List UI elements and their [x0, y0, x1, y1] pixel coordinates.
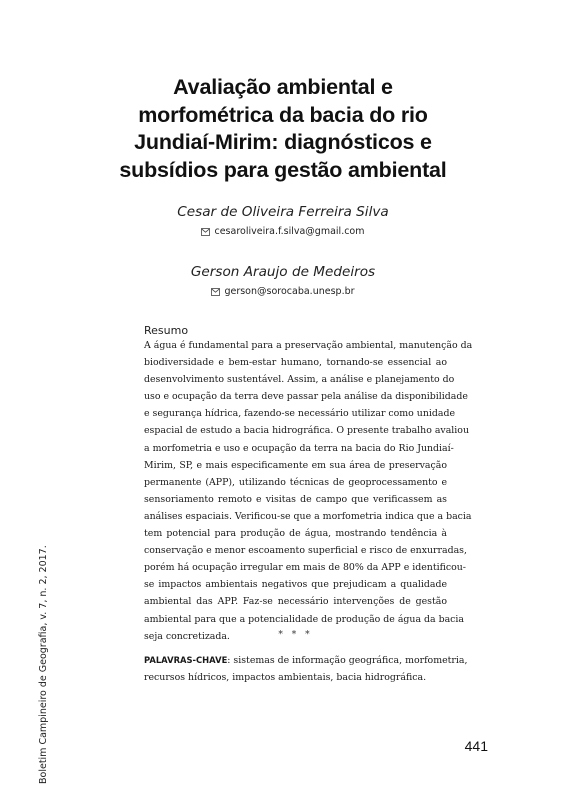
author-email-row — [100, 286, 466, 297]
title-line: Avaliação ambiental e — [173, 75, 393, 99]
abstract-line: seja concretizada. — [144, 630, 230, 642]
title-line: morfométrica da bacia do rio — [138, 102, 428, 127]
title-line: Jundiaí-Mirim: diagnósticos e — [134, 130, 432, 154]
abstract-line: se impactos ambientais negativos que prejudicam a qualidade — [144, 579, 447, 591]
title-line: subsídios para gestão ambiental — [119, 157, 447, 182]
abstract-body — [144, 337, 473, 645]
abstract-line: porém há ocupação irregular em mais de 80% da APP e identificou- — [144, 562, 466, 574]
abstract-heading: Resumo — [144, 324, 189, 337]
abstract-line: e segurança hídrica, fazendo-se necessário utilizar como unidade — [144, 408, 456, 420]
author-name: Cesar de Oliveira Ferreira Silva — [177, 204, 389, 220]
author-email[interactable]: cesaroliveira.f.silva@gmail.com — [214, 226, 365, 237]
abstract-line: análises espaciais. Verificou-se que a morfometria indica que a bacia — [144, 510, 472, 522]
abstract-line: Mirim, SP, e mais especificamente em sua área de preservação — [144, 459, 447, 471]
abstract-line: tem potencial para produção de água, mostrando tendência à — [144, 528, 447, 540]
author-name: Gerson Araujo de Medeiros — [190, 264, 376, 280]
keywords-line — [144, 652, 468, 669]
abstract-line: permanente (APP), utilizando técnicas de geoprocessamento e — [144, 476, 447, 488]
abstract-line: ambiental das APP. Faz-se necessário intervenções de gestão — [144, 596, 447, 608]
abstract-line: desenvolvimento sustentável. Assim, a análise e planejamento do — [144, 374, 455, 386]
abstract-line: biodiversidade e bem-estar humano, tornando-se essencial ao — [144, 357, 447, 369]
author-email-row — [100, 226, 466, 237]
abstract-line: espacial de estudo a bacia hidrográfica. O presente trabalho avaliou — [144, 425, 469, 437]
envelope-icon — [201, 228, 210, 236]
keywords-label: PALAVRAS-CHAVE — [144, 655, 228, 665]
abstract-line: a morfometria e uso e ocupação da terra na bacia do Rio Jundiaí- — [144, 442, 454, 454]
journal-running-head: Boletim Campineiro de Geografia, v. 7, n. 2, 2017. — [38, 545, 49, 784]
abstract-line: conservação e menor escoamento superficial e risco de enxurradas, — [144, 545, 467, 557]
keywords-block — [144, 652, 468, 686]
keywords-line: recursos hídricos, impactos ambientais, bacia hidrográfica. — [144, 672, 427, 683]
abstract-line: uso e ocupação da terra deve passar pela análise da disponibilidade — [144, 391, 468, 403]
abstract-line: sensoriamento remoto e visitas de campo que verificassem as — [144, 493, 447, 505]
abstract-line: ambiental para que a potencialidade de produção de água da bacia — [144, 613, 465, 625]
abstract-line: A água é fundamental para a preservação ambiental, manutenção da — [144, 340, 473, 351]
keywords-text: : sistemas de informação geográfica, morfometria, — [227, 655, 468, 666]
page-number: 441 — [464, 738, 488, 754]
section-separator: * * * — [278, 630, 313, 640]
author-email[interactable]: gerson@sorocaba.unesp.br — [224, 286, 355, 297]
envelope-icon — [211, 288, 220, 296]
article-title — [80, 74, 486, 184]
